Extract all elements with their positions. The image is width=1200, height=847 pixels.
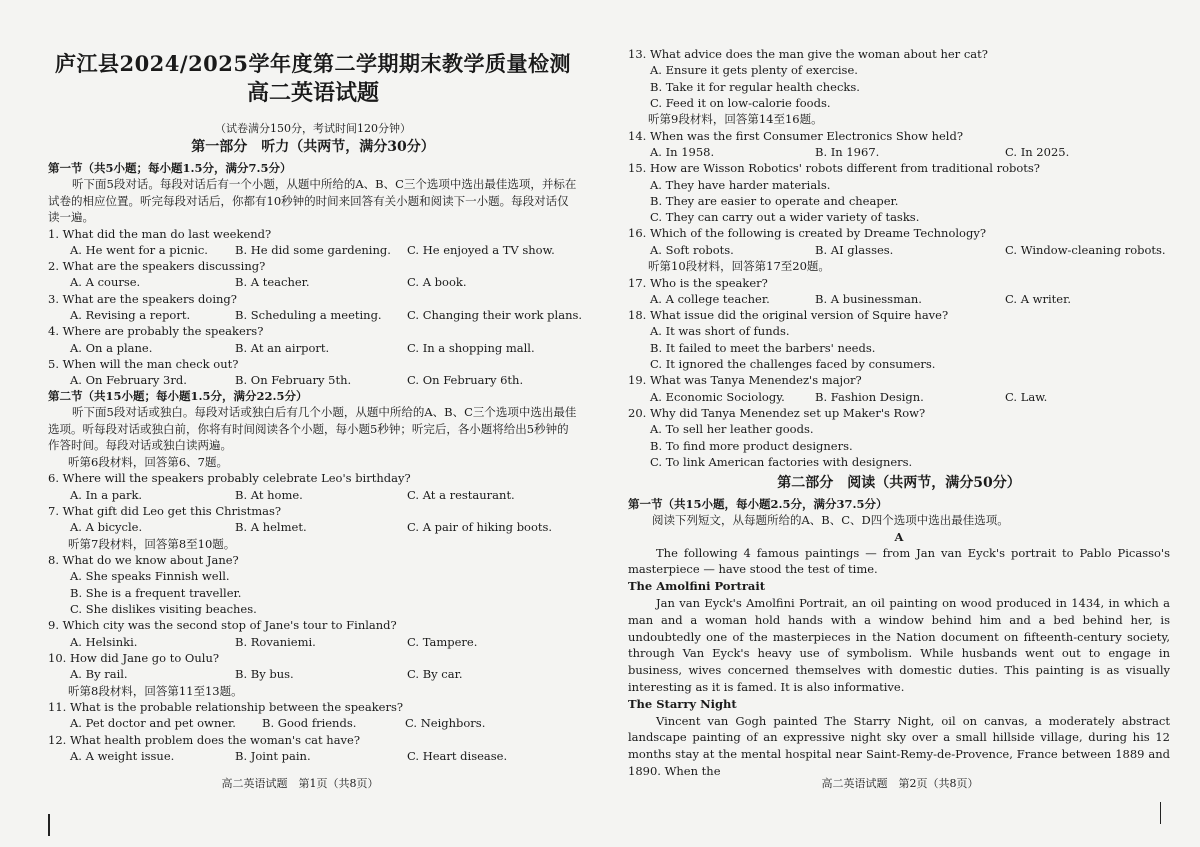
option: A. Economic Sociology.	[650, 389, 785, 404]
option: A. A course.	[70, 275, 141, 290]
option: A. To sell her leather goods.	[650, 422, 814, 437]
exam-subtitle: 高二英语试题	[246, 80, 379, 106]
options-5	[48, 372, 578, 388]
option: B. Rovaniemi.	[235, 634, 316, 649]
material-7-note: 听第7段材料，回答第8至10题。	[68, 536, 236, 551]
option: A. A bicycle.	[70, 520, 143, 535]
option: A. By rail.	[70, 667, 128, 682]
option: B. Fashion Design.	[815, 389, 924, 404]
painting-heading-2: The Starry Night	[628, 696, 737, 711]
options-14	[628, 144, 1170, 160]
option: B. At home.	[235, 487, 303, 502]
option: A. On a plane.	[70, 340, 153, 355]
option: B. A businessman.	[815, 291, 922, 306]
option: B. He did some gardening.	[235, 242, 391, 257]
option: B. To find more product designers.	[650, 438, 853, 453]
option: A. In a park.	[70, 487, 143, 502]
option: C. In a shopping mall.	[407, 340, 535, 355]
option: B. On February 5th.	[235, 373, 352, 388]
question-19: 19. What was Tanya Menendez's major?	[628, 373, 862, 388]
option: A. She speaks Finnish well.	[70, 569, 230, 584]
section-1-instructions: 听下面5段对话。每段对话后有一个小题，从题中所给的A、B、C三个选项中选出最佳选项，并标在试卷的相应位置。听完每段对话后，你都有10秒钟的时间来回答有关小题和阅读下一小题。每段对话仅读一遍。	[48, 177, 577, 224]
passage-label: A	[894, 529, 904, 544]
option: A. Revising a report.	[70, 307, 191, 322]
option: A. They have harder materials.	[650, 177, 831, 192]
question-3: 3. What are the speakers doing?	[48, 291, 237, 306]
material-8-note: 听第8段材料，回答第11至13题。	[68, 683, 243, 698]
options-2	[48, 274, 578, 290]
option: A. A weight issue.	[70, 748, 175, 763]
option: A. Pet doctor and pet owner.	[70, 716, 236, 731]
option: B. Good friends.	[262, 716, 357, 731]
question-16: 16. Which of the following is created by Dreame Technology?	[628, 226, 987, 241]
painting-heading-1: The Amolfini Portrait	[628, 579, 766, 594]
option: A. He went for a picnic.	[70, 242, 208, 257]
options-19	[628, 389, 1170, 405]
painting-paragraph-1: Jan van Eyck's Amolfini Portrait, an oil painting on wood produced in 1434, in which a man and a woman hold hands with a window behind him and a bed behind her, is undoubtedly one of the masterpieces in the Nation document on fifteenth-century society, through Van Eyck's heavy use of symbolism. While husbands went out to engage in business, wives concerned themselves with domestic duties. This painting is as visually interesting as it is famed. It is also informative.	[628, 596, 1170, 694]
question-10: 10. How did Jane go to Oulu?	[48, 650, 220, 665]
question-11: 11. What is the probable relationship between the speakers?	[48, 700, 404, 715]
option: C. To link American factories with designers.	[650, 454, 913, 469]
options-10	[48, 666, 578, 682]
option: B. At an airport.	[235, 340, 330, 355]
options-4	[48, 340, 578, 356]
page-1-footer: 高二英语试题 第1页（共8页）	[221, 777, 379, 790]
question-12: 12. What health problem does the woman's cat have?	[48, 732, 361, 747]
option: C. Law.	[1005, 389, 1048, 404]
option: C. A book.	[407, 275, 467, 290]
option: B. Scheduling a meeting.	[235, 307, 382, 322]
option: C. It ignored the challenges faced by consumers.	[650, 357, 936, 372]
option: C. In 2025.	[1005, 144, 1070, 159]
option: C. By car.	[407, 667, 463, 682]
question-8: 8. What do we know about Jane?	[48, 553, 239, 568]
option: B. AI glasses.	[815, 242, 894, 257]
option: C. She dislikes visiting beaches.	[70, 602, 257, 617]
part-1-heading: 第一部分 听力（共两节，满分30分）	[191, 139, 435, 155]
option: C. Tampere.	[407, 634, 478, 649]
part-2-heading: 第二部分 阅读（共两节，满分50分）	[777, 475, 1021, 492]
option: B. By bus.	[235, 667, 294, 682]
option: C. They can carry out a wider variety of tasks.	[650, 210, 920, 225]
options-3	[48, 307, 583, 323]
option: C. On February 6th.	[407, 373, 524, 388]
options-6	[48, 487, 578, 503]
section-2-instructions: 听下面5段对话或独白。每段对话或独白后有几个小题，从题中所给的A、B、C三个选项中选出最佳选项。听每段对话或独白前，你将有时间阅读各个小题，每小题5秒钟；听完后，各小题将给出5秒钟的作答时间。每段对话或独白读两遍。	[48, 405, 577, 453]
question-14: 14. When was the first Consumer Electronics Show held?	[628, 128, 963, 143]
material-9-note: 听第9段材料，回答第14至16题。	[648, 112, 823, 127]
option: A. Helsinki.	[70, 634, 138, 649]
option: A. Ensure it gets plenty of exercise.	[650, 63, 858, 78]
page-2-footer: 高二英语试题 第2页（共8页）	[821, 777, 979, 790]
option: C. He enjoyed a TV show.	[407, 242, 555, 257]
option: A. On February 3rd.	[70, 373, 187, 388]
section-1-heading: 第一节（共5小题；每小题1.5分，满分7.5分）	[48, 161, 292, 175]
option: A. In 1958.	[650, 144, 715, 159]
option: B. A helmet.	[235, 520, 307, 535]
question-4: 4. Where are probably the speakers?	[48, 324, 264, 339]
material-6-note: 听第6段材料，回答第6、7题。	[68, 454, 228, 469]
question-17: 17. Who is the speaker?	[628, 275, 768, 290]
option: A. A college teacher.	[650, 291, 770, 306]
option: C. Neighbors.	[405, 716, 486, 731]
scan-mark	[48, 814, 50, 836]
option: C. Feed it on low-calorie foods.	[650, 95, 831, 110]
question-9: 9. Which city was the second stop of Jane's tour to Finland?	[48, 618, 397, 633]
passage-intro: The following 4 famous paintings — from Jan van Eyck's portrait to Pablo Picasso's masterpiece — have stood the test of time.	[628, 545, 1170, 577]
question-18: 18. What issue did the original version of Squire have?	[628, 308, 949, 323]
exam-title: 庐江县2024/2025学年度第二学期期末教学质量检测	[54, 51, 572, 76]
option: A. Soft robots.	[650, 242, 734, 257]
question-20: 20. Why did Tanya Menendez set up Maker's Row?	[628, 405, 926, 420]
option: C. At a restaurant.	[407, 487, 515, 502]
question-13: 13. What advice does the man give the woman about her cat?	[628, 47, 988, 61]
option: B. Take it for regular health checks.	[650, 79, 860, 94]
question-6: 6. Where will the speakers probably celebrate Leo's birthday?	[48, 471, 411, 486]
question-5: 5. When will the man check out?	[48, 356, 239, 371]
painting-paragraph-2: Vincent van Gogh painted The Starry Night, oil on canvas, a moderately abstract landscape painting of an expressive night sky over a small hillside village, during his 12 months stay at the mental hospital near Saint-Remy-de-Provence, France between 1889 and 1890. When the	[628, 713, 1170, 778]
options-1	[48, 242, 578, 258]
option: A. It was short of funds.	[650, 324, 790, 339]
reading-instructions: 阅读下列短文，从每题所给的A、B、C、D四个选项中选出最佳选项。	[652, 513, 1009, 528]
reading-section-1-heading: 第一节（共15小题，每小题2.5分，满分37.5分）	[628, 497, 888, 512]
options-11	[48, 715, 578, 731]
question-7: 7. What gift did Leo get this Christmas?	[48, 504, 282, 519]
question-2: 2. What are the speakers discussing?	[48, 259, 266, 274]
options-9	[48, 634, 578, 650]
options-17	[628, 291, 1170, 307]
option: C. Window-cleaning robots.	[1005, 242, 1166, 257]
option: C. Changing their work plans.	[407, 307, 583, 322]
question-15: 15. How are Wisson Robotics' robots different from traditional robots?	[628, 161, 1040, 176]
options-16	[628, 242, 1170, 258]
section-2-heading: 第二节（共15小题；每小题1.5分，满分22.5分）	[48, 389, 308, 404]
option: C. Heart disease.	[407, 748, 508, 763]
scan-mark	[1160, 802, 1161, 824]
option: C. A writer.	[1005, 291, 1071, 306]
option: B. Joint pain.	[235, 748, 311, 763]
question-1: 1. What did the man do last weekend?	[48, 226, 272, 241]
exam-note: （试卷满分150分，考试时间120分钟）	[215, 122, 411, 135]
options-7	[48, 519, 578, 535]
option: B. A teacher.	[235, 275, 310, 290]
option: B. In 1967.	[815, 144, 880, 159]
option: B. She is a frequent traveller.	[70, 585, 242, 600]
option: C. A pair of hiking boots.	[407, 520, 553, 535]
options-12	[48, 748, 578, 764]
option: B. It failed to meet the barbers' needs.	[650, 340, 876, 355]
material-10-note: 听第10段材料，回答第17至20题。	[648, 259, 830, 274]
page-2	[600, 0, 1200, 847]
option: B. They are easier to operate and cheaper.	[650, 193, 899, 208]
